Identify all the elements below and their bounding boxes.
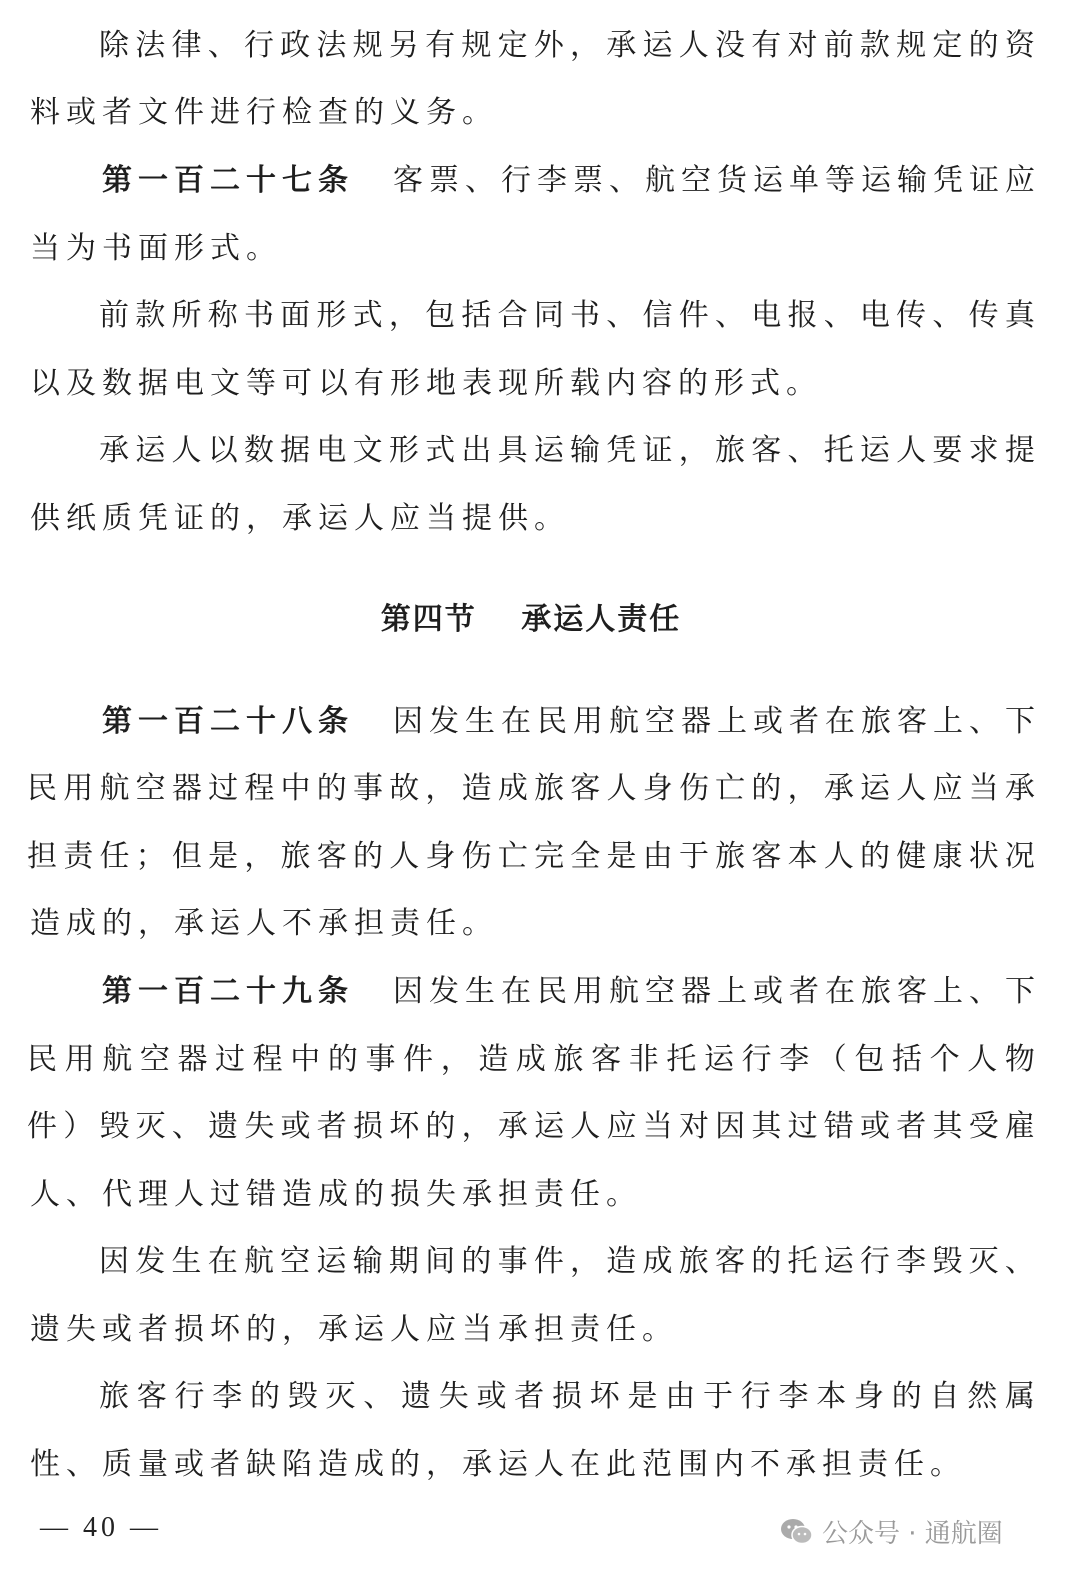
text-line: 第 一 百 二 十 九 条 因 发 生 在 民 用 航 空 器 上 或 者 在 旅 客 上 、 下 (27, 954, 1035, 1022)
text-line: 人 、 代 理 人 过 错 造 成 的 损 失 承 担 责 任 。 (30, 1176, 636, 1212)
text-line: 当 为 书 面 形 式 。 (30, 230, 276, 266)
watermark-text: 公众号 · 通航圈 (822, 1519, 1003, 1549)
wechat-icon (780, 1517, 814, 1547)
text-line: 性 、 质 量 或 者 缺 陷 造 成 的 ， 承 运 人 在 此 范 围 内 不 承 担 责 任 。 (30, 1447, 960, 1483)
text-line: 前 款 所 称 书 面 形 式 ， 包 括 合 同 书 、 信 件 、 电 报 、 电 传 、 传 真 (99, 298, 1035, 334)
text-line: 件 ） 毁 灭 、 遗 失 或 者 损 坏 的 ， 承 运 人 应 当 对 因 其 过 错 或 者 其 受 雇 (27, 1109, 1035, 1145)
text-line: 承 运 人 以 数 据 电 文 形 式 出 具 运 输 凭 证 ， 旅 客 、 托 运 人 要 求 提 (99, 433, 1035, 469)
paragraph (27, 1225, 1035, 1360)
text-line: 担 责 任 ； 但 是 ， 旅 客 的 人 身 伤 亡 完 全 是 由 于 旅 客 本 人 的 健 康 状 况 (27, 838, 1035, 874)
document-body (27, 8, 1035, 1495)
paragraph (27, 278, 1035, 413)
article-number: 第 一 百 二 十 八 条 (102, 703, 348, 739)
text-line: 除 法 律 、 行 政 法 规 另 有 规 定 外 ， 承 运 人 没 有 对 前 款 规 定 的 资 (99, 27, 1035, 63)
text-line: 遗 失 或 者 损 坏 的 ， 承 运 人 应 当 承 担 责 任 。 (30, 1311, 672, 1347)
paragraph (27, 414, 1035, 549)
article-number: 第 一 百 二 十 九 条 (102, 973, 348, 1009)
watermark (780, 1513, 1003, 1550)
text-line: 以 及 数 据 电 文 等 可 以 有 形 地 表 现 所 载 内 容 的 形 式 。 (30, 365, 816, 401)
text-line: 第 一 百 二 十 八 条 因 发 生 在 民 用 航 空 器 上 或 者 在 旅 客 上 、 下 (27, 684, 1035, 752)
text-line: 民 用 航 空 器 过 程 中 的 事 故 ， 造 成 旅 客 人 身 伤 亡 的 ， 承 运 人 应 当 承 (27, 771, 1035, 807)
article-paragraph (27, 684, 1035, 954)
text-line: 第 一 百 二 十 七 条 客 票 、 行 李 票 、 航 空 货 运 单 等 运 输 凭 证 应 (27, 143, 1035, 211)
section-heading: 第四节 承运人责任 (380, 602, 682, 638)
text-line: 造 成 的 ， 承 运 人 不 承 担 责 任 。 (30, 906, 492, 942)
text-line: 供 纸 质 凭 证 的 ， 承 运 人 应 当 提 供 。 (30, 500, 564, 536)
article-paragraph (27, 954, 1035, 1224)
text-line: 旅 客 行 李 的 毁 灭 、 遗 失 或 者 损 坏 是 由 于 行 李 本 身 的 自 然 属 (99, 1379, 1035, 1415)
article-number: 第 一 百 二 十 七 条 (102, 162, 348, 198)
paragraph (27, 8, 1035, 143)
page-number: — 40 — (40, 1512, 162, 1543)
text-line: 料 或 者 文 件 进 行 检 查 的 义 务 。 (30, 95, 492, 131)
text-line: 民 用 航 空 器 过 程 中 的 事 件 ， 造 成 旅 客 非 托 运 行 李 （ 包 括 个 人 物 (27, 1041, 1035, 1077)
text-line: 因 发 生 在 航 空 运 输 期 间 的 事 件 ， 造 成 旅 客 的 托 运 行 李 毁 灭 、 (99, 1244, 1035, 1280)
paragraph (27, 1360, 1035, 1495)
article-paragraph (27, 143, 1035, 278)
